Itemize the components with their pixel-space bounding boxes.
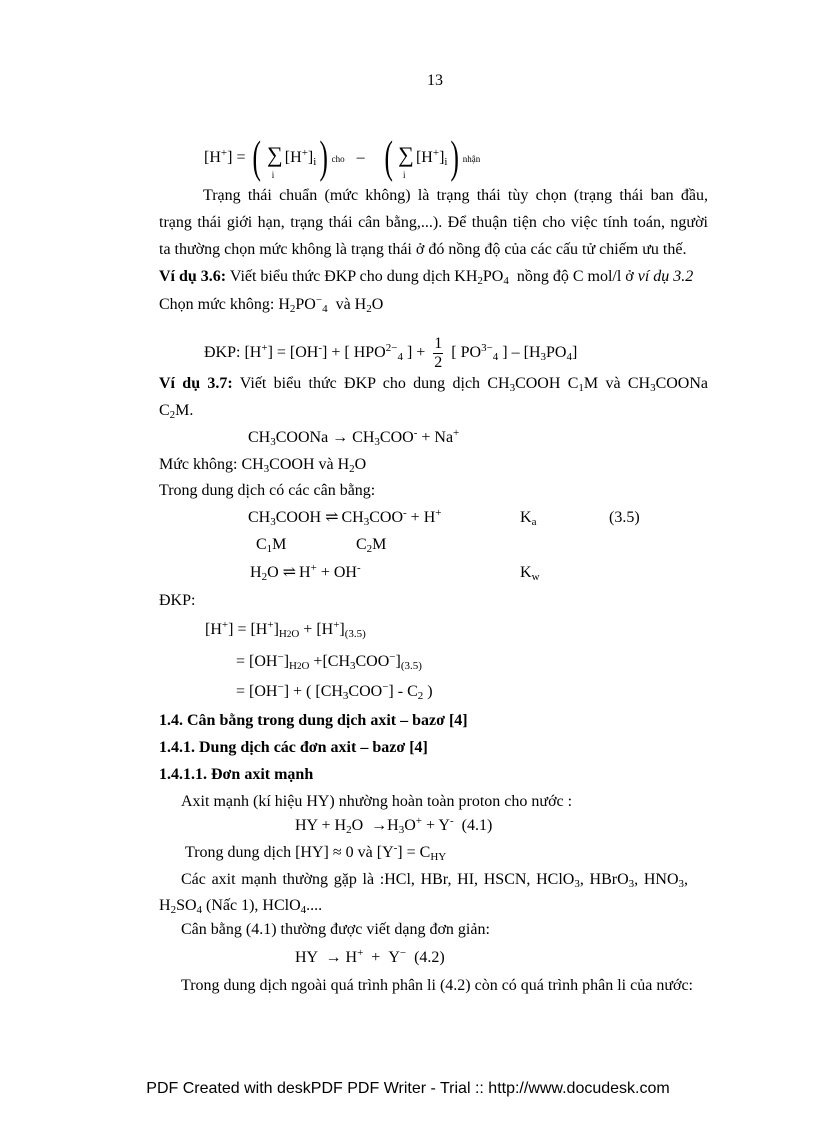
section-heading-1-4: 1.4. Cân bằng trong dung dịch axit – bazơ [4] xyxy=(159,712,468,729)
common-acids-line-1: Các axit mạnh thường gặp là :HCl, HBr, HI, HSCN, HClO$_3$, HBrO$_3$, $HNO_3$, xyxy=(181,871,688,890)
zero-level-3-6: Chọn mức không: $H_2PO^-_4$ và $H_2O$ xyxy=(159,294,384,315)
equation-4-1: HY + $H_2O \to H_3O^+ + Y^-$ (4.1) xyxy=(295,815,493,836)
common-acids-line-2: $H_2SO_4$ (Nấc 1), HClO$_4$.... xyxy=(159,897,323,916)
section-heading-1-4-1-1: 1.4.1.1. Đơn axit mạnh xyxy=(159,766,314,783)
strong-acid-intro: Axit mạnh (kí hiệu HY) nhường hoàn toàn proton cho nước : xyxy=(181,793,573,810)
conc-c2: $C_2M$ xyxy=(356,536,387,555)
equation-h-total: [H+] = ( ∑ i $[H^+]_i$) cho – ( ∑ i $[H^+]_i$) nhận xyxy=(204,131,481,182)
dkp-line-2: = $[OH^-]_{H2O} +[CH_3COO^-]_{(3.5)}$ xyxy=(236,651,422,672)
simple-form-intro: Cân bằng (4.1) thường được viết dạng đơn giản: xyxy=(181,921,490,938)
section-heading-1-4-1: 1.4.1. Dung dịch các đơn axit – bazơ [4] xyxy=(159,739,428,756)
reaction-ch3coona: $CH_3COONa \to CH_3COO^- + Na^+$ xyxy=(248,427,460,448)
conc-c1: $C_1M$ xyxy=(256,536,287,555)
equation-4-2: HY → H+ + Y− (4.2) xyxy=(295,947,445,966)
dkp-label: ĐKP: xyxy=(159,592,196,609)
example-3-7: Ví dụ 3.7: Viết biểu thức ĐKP cho dung dịch $CH_3COOH$ $C_1M$ và $CH_3COONa$ xyxy=(159,375,709,394)
example-3-6: Ví dụ 3.6: Viết biểu thức ĐKP cho dung dịch $KH_2PO_4$ nồng độ C mol/l ở ví dụ 3.2 xyxy=(159,268,694,287)
page-number: 13 xyxy=(427,72,443,89)
paragraph-line: ta thường chọn mức không là trạng thái ở đó nồng độ của các cấu tử chiếm ưu thế. xyxy=(159,241,687,258)
dkp-line-3: = [OH−] + ( $[CH_3COO^-] - C_2$ ) xyxy=(236,681,433,702)
paragraph-line: trạng thái giới hạn, trạng thái cân bằng,...). Để thuận tiện cho việc tính toán, người xyxy=(159,214,708,231)
kw-label: $K_w$ xyxy=(520,564,540,583)
example-3-7-cont: $C_2M$. xyxy=(159,402,194,421)
dkp-equation-3-6: ĐKP: [H+] = [OH-] + [ $HPO^{2-}_4$ ] + $\frac{1}{2}$ [ $PO^{3-}_4$ ] – $[H_3PO_4]$ xyxy=(204,335,578,371)
equilibrium-acetic: $CH_3COOH$ ⇌ $CH_3COO^- + H^+$ xyxy=(248,507,442,528)
equilibrium-water: $H_2O$ ⇌ H+ + OH- xyxy=(250,562,361,583)
ka-label: $K_a$ xyxy=(520,509,537,528)
balance-intro: Trong dung dịch có các cân bằng: xyxy=(159,482,376,499)
dkp-line-1: $[H^+] = [H^+]_{H2O} + [H^+]_{(3.5)}$ xyxy=(205,619,366,640)
fraction-half: $\frac{1}{2}$ xyxy=(434,335,443,371)
zero-level-3-7: Mức không: $CH_3COOH$ và $H_2O$ xyxy=(159,456,367,475)
hy-concentration: Trong dung dịch [HY] ≈ 0 và $[Y^-] = C_{HY}$ xyxy=(185,842,447,863)
paragraph-line: Trạng thái chuẩn (mức không) là trạng thái tùy chọn (trạng thái ban đầu, xyxy=(203,187,708,204)
eq-lhs: [H+] = xyxy=(204,147,250,166)
water-dissociation-intro: Trong dung dịch ngoài quá trình phân li (4.2) còn có quá trình phân li của nước: xyxy=(181,977,693,994)
eq-number-3-5: (3.5) xyxy=(609,509,640,526)
pdf-footer: PDF Created with deskPDF PDF Writer - Trial :: http://www.docudesk.com xyxy=(146,1080,670,1097)
